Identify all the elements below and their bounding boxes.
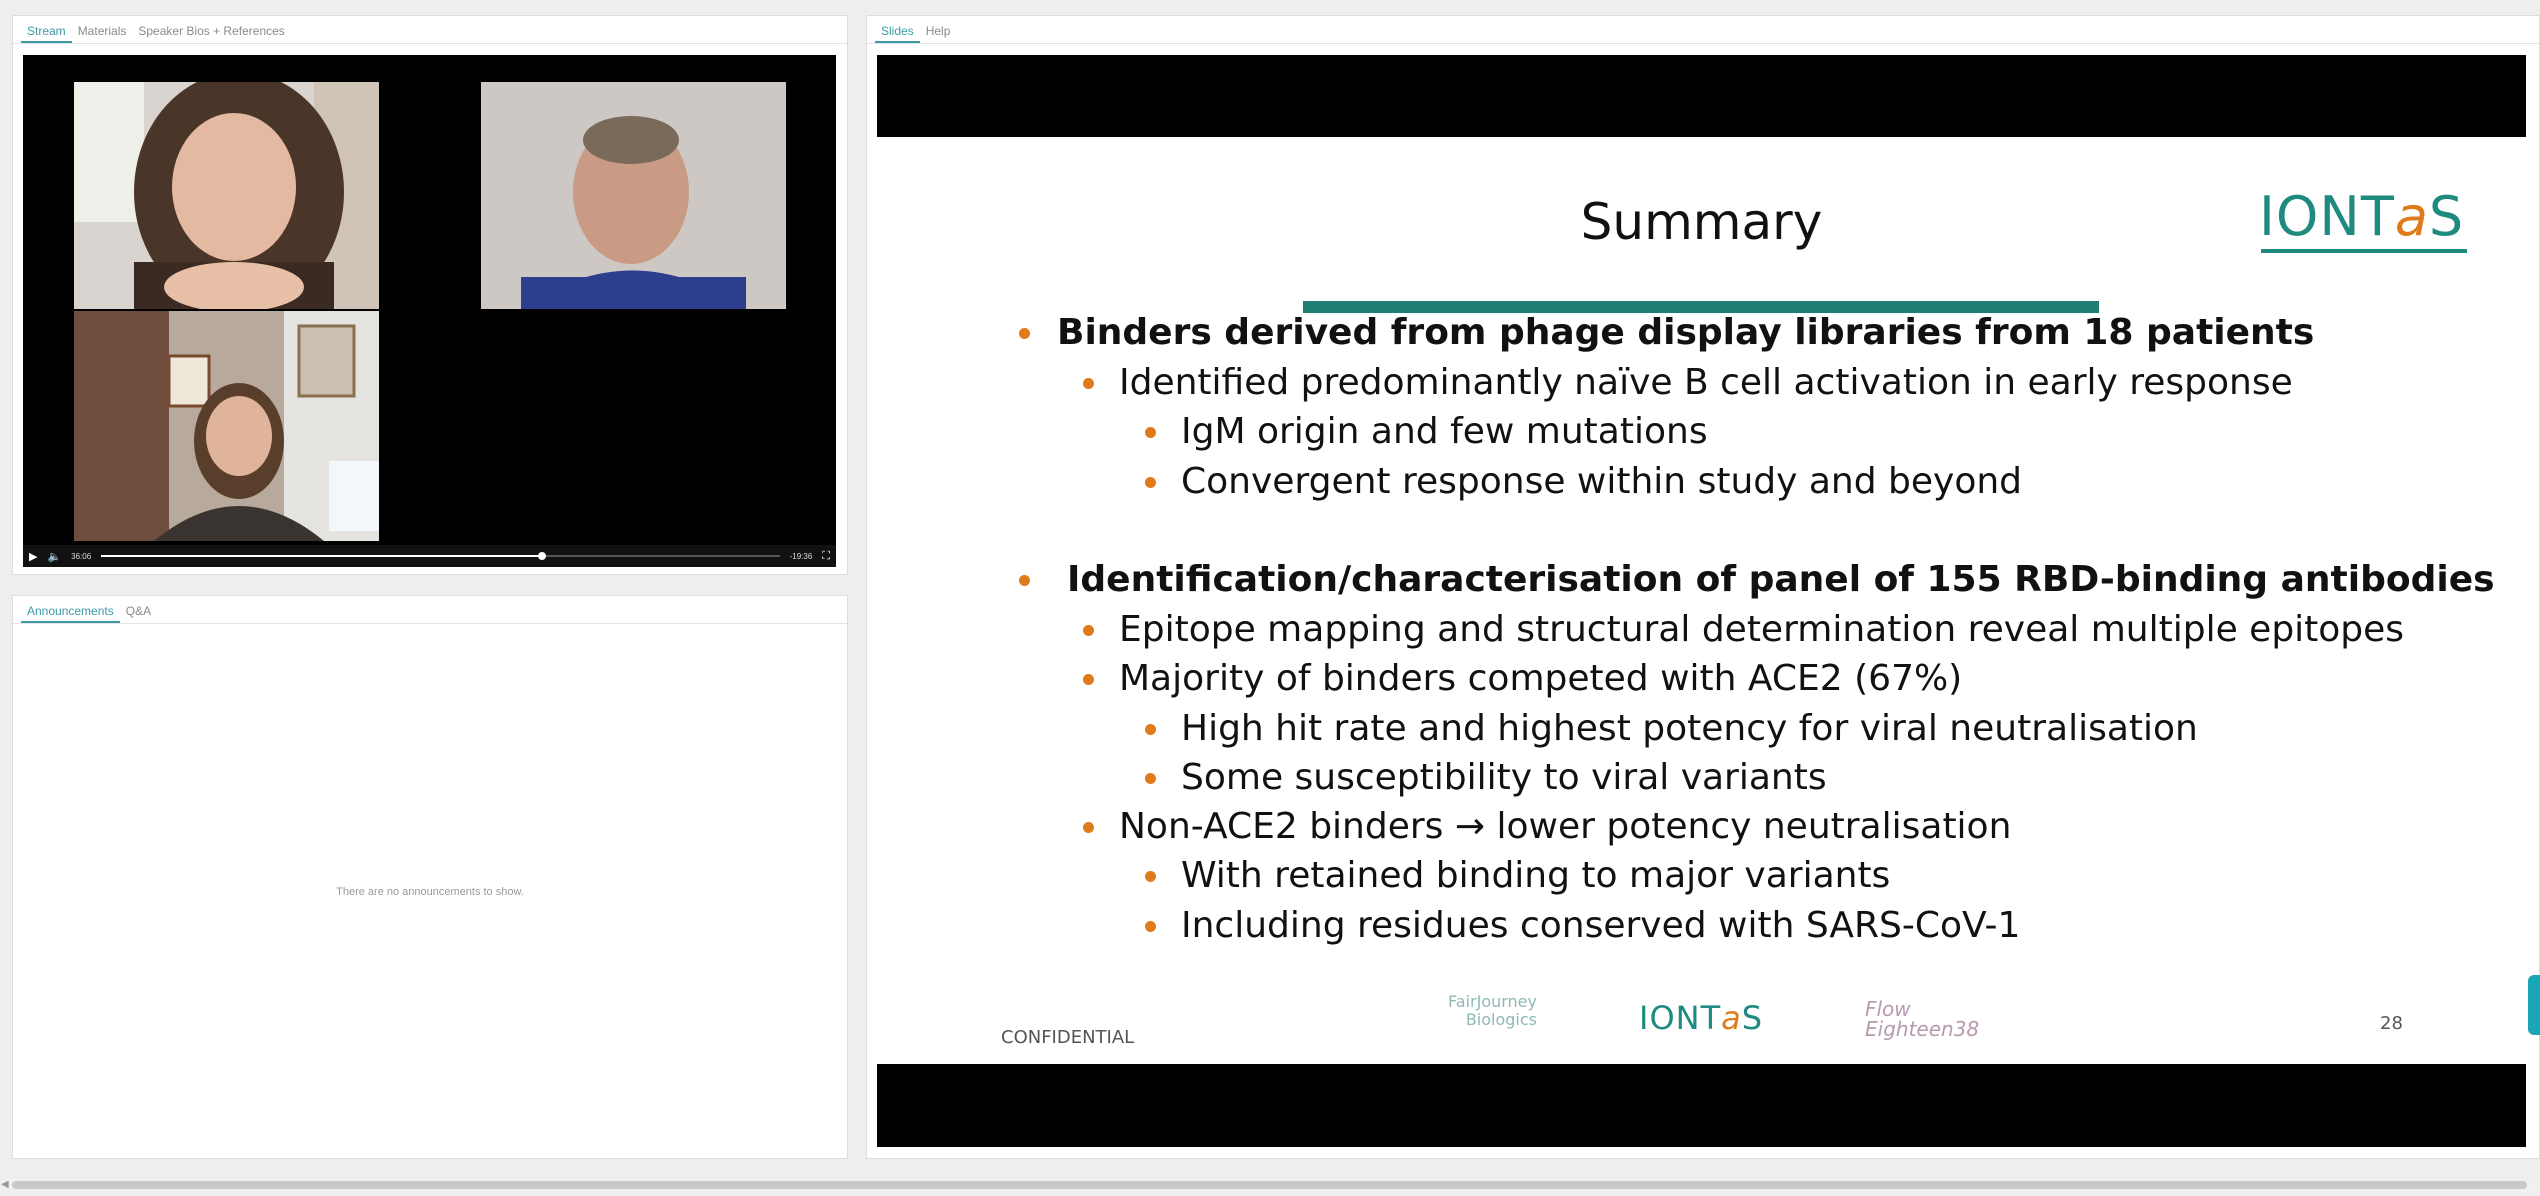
iontas-logo-underline	[2261, 249, 2467, 253]
bullet-2-3-end: lower potency neutralisation	[1496, 806, 2012, 847]
tab-qa[interactable]: Q&A	[125, 604, 152, 618]
slide-viewer	[877, 55, 2526, 1147]
bullet-dot	[1145, 921, 1156, 932]
tab-slides[interactable]: Slides	[875, 24, 920, 43]
bullet-2-2-1: High hit rate and highest potency for viral neutralisation	[1181, 708, 2198, 749]
slides-panel	[866, 15, 2540, 1159]
flow-logo-line1: Flow	[1865, 997, 1911, 1021]
slide	[877, 137, 2526, 1064]
flow-logo-line2: Eighteen38	[1865, 1017, 1980, 1041]
feedback-side-tab[interactable]	[2528, 975, 2540, 1035]
bullet-2-2-2: Some susceptibility to viral variants	[1181, 757, 1827, 798]
tab-help[interactable]: Help	[925, 24, 951, 38]
stream-panel	[12, 15, 848, 575]
bullet-dot	[1083, 378, 1094, 389]
bullet-dot	[1083, 674, 1094, 685]
tab-announcements[interactable]: Announcements	[21, 604, 120, 623]
bullet-1: Binders derived from phage display libraries from 18 patients	[1057, 312, 2315, 353]
tab-speaker-bios[interactable]: Speaker Bios + References	[138, 24, 285, 38]
bullet-dot	[1145, 724, 1156, 735]
right-arrow-icon: →	[1454, 806, 1486, 847]
participant-video-2	[481, 82, 786, 309]
bullet-2-3-2: Including residues conserved with SARS-CoV-1	[1181, 905, 2021, 946]
volume-icon[interactable]: 🔈	[47, 550, 62, 563]
bullet-2-1: Epitope mapping and structural determination reveal multiple epitopes	[1119, 609, 2405, 650]
bullet-2-3	[1119, 806, 2011, 847]
video-player[interactable]	[23, 55, 836, 567]
empty-announcements-message: There are no announcements to show.	[336, 886, 524, 898]
slide-title: Summary	[1580, 193, 1823, 251]
bullet-dot	[1019, 328, 1030, 339]
play-icon[interactable]: ▶	[29, 550, 38, 563]
seek-bar[interactable]	[101, 555, 779, 557]
player-controls	[23, 545, 836, 567]
scroll-left-icon[interactable]: ◀	[1, 1179, 9, 1190]
flow-eighteen38-logo	[1865, 999, 1979, 1039]
announcements-panel	[12, 595, 848, 1159]
bullet-dot	[1145, 477, 1156, 488]
fairjourney-logo	[1397, 993, 1537, 1049]
announcements-tabs	[13, 596, 847, 624]
participant-video-1	[74, 82, 379, 309]
bullet-dot	[1145, 773, 1156, 784]
fairjourney-logo-line1: FairJourney	[1448, 992, 1537, 1011]
letterbox-top	[877, 55, 2526, 137]
bullet-1-1-2: Convergent response within study and beyond	[1181, 461, 2023, 502]
fullscreen-icon[interactable]: ⛶	[822, 549, 830, 562]
iontas-logo: IONTaS	[2259, 185, 2465, 248]
bullet-dot	[1083, 625, 1094, 636]
confidential-label: CONFIDENTIAL	[1001, 1027, 1135, 1048]
fairjourney-logo-line2: Biologics	[1465, 1010, 1537, 1029]
letterbox-bottom	[877, 1064, 2526, 1147]
bullet-1-1: Identified predominantly naïve B cell activation in early response	[1119, 362, 2293, 403]
tab-stream[interactable]: Stream	[21, 24, 72, 43]
bullet-2-2: Majority of binders competed with ACE2 (67%)	[1119, 658, 1963, 699]
participant-video-3	[74, 311, 379, 541]
horizontal-scrollbar[interactable]	[0, 1178, 2540, 1192]
bullet-1-1-1: IgM origin and few mutations	[1181, 411, 1708, 452]
iontas-footer-logo: IONTaS	[1639, 999, 1764, 1037]
scrollbar-thumb[interactable]	[12, 1181, 2527, 1189]
stream-tabs	[13, 16, 847, 44]
bullet-dot	[1083, 822, 1094, 833]
slides-tabs	[867, 16, 2539, 44]
bullet-dot	[1019, 575, 1030, 586]
bullet-2: Identification/characterisation of panel of 155 RBD-binding antibodies	[1067, 559, 2495, 600]
seek-handle[interactable]	[538, 552, 546, 560]
bullet-dot	[1145, 427, 1156, 438]
bullet-dot	[1145, 871, 1156, 882]
seek-bar-fill	[101, 555, 542, 557]
elapsed-time: 36:06	[71, 551, 92, 561]
slide-page-number: 28	[2380, 1013, 2403, 1034]
tab-materials[interactable]: Materials	[77, 24, 127, 38]
remaining-time: -19:36	[789, 551, 813, 561]
bullet-2-3-1: With retained binding to major variants	[1181, 855, 1891, 896]
bullet-2-3-start: Non-ACE2 binders	[1119, 806, 1444, 847]
